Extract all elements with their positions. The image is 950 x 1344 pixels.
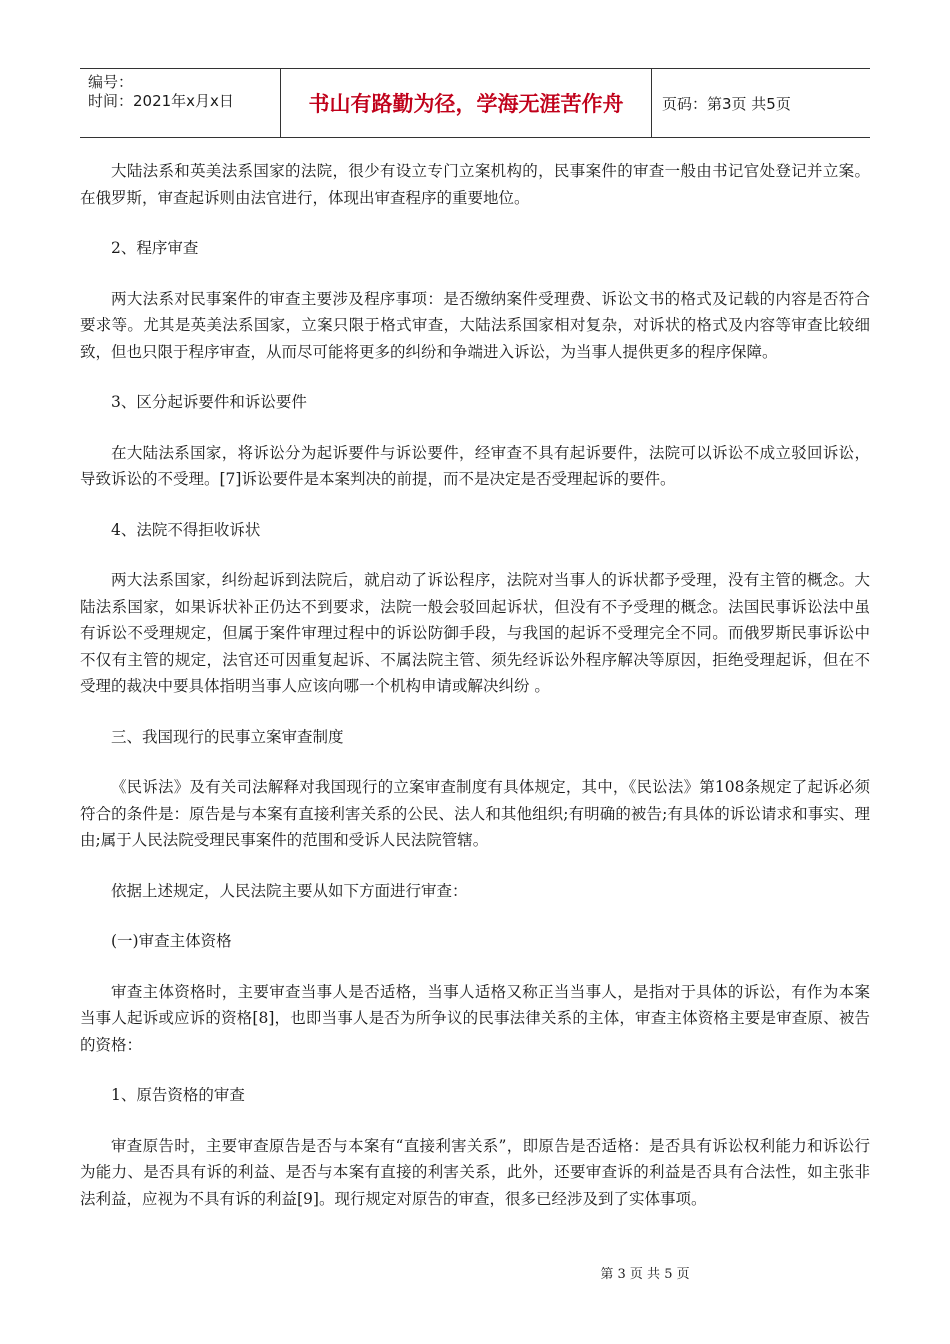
paragraph: 大陆法系和英美法系国家的法院，很少有设立专门立案机构的，民事案件的审查一般由书记官处登记并立案。在俄罗斯，审查起诉则由法官进行，体现出审查程序的重要地位。: [80, 162, 870, 207]
paragraph: 两大法系国家，纠纷起诉到法院后，就启动了诉讼程序，法院对当事人的诉状都予受理，没有主管的概念。大陆法系国家，如果诉状补正仍达不到要求，法院一般会驳回起诉状，但没有不予受理的概念。法国民事诉讼法中虽有诉讼不受理规定，但属于案件审理过程中的诉讼防御手段，与我国的起诉不受理完全不同。而俄罗斯民事诉讼中不仅有主管的规定，法官还可因重复起诉、不属法院主管、须先经诉讼外程序解决等原因，拒绝受理起诉，但在不受理的裁决中要具体指明当事人应该向哪一个机构申请或解决纠纷 。: [80, 571, 870, 695]
section-heading: 4、法院不得拒收诉状: [111, 520, 261, 539]
paragraph: 依据上述规定，人民法院主要从如下方面进行审查：: [111, 881, 468, 900]
section-heading: 1、原告资格的审查: [111, 1086, 245, 1104]
serial-label: 编号：: [88, 73, 134, 91]
section-heading: (一)审查主体资格: [111, 932, 232, 950]
date-text: 时间：2021年x月x日: [88, 92, 234, 110]
paragraph: 审查主体资格时，主要审查当事人是否适格，当事人适格又称正当当事人，是指对于具体的诉讼，有作为本案当事人起诉或应诉的资格[8]，也即当事人是否为所争议的民事法律关系的主体，审查主体资格主要是审查原、被告的资格：: [80, 982, 870, 1054]
page-header: [80, 68, 870, 138]
header-meta: [80, 69, 281, 137]
page-footer: 第 3 页 共 5 页: [600, 1267, 690, 1282]
header-page-info: 页码：第3页 共5页: [662, 94, 791, 113]
paragraph: 两大法系对民事案件的审查主要涉及程序事项：是否缴纳案件受理费、诉讼文书的格式及记载的内容是否符合要求等。尤其是英美法系国家，立案只限于格式审查，大陆法系国家相对复杂，对诉状的格式及内容等审查比较细致，但也只限于程序审查，从而尽可能将更多的纠纷和争端进入诉讼，为当事人提供更多的程序保障。: [80, 289, 870, 361]
section-heading: 三、我国现行的民事立案审查制度: [111, 727, 344, 746]
document-body: [80, 158, 870, 1236]
paragraph: 《民诉法》及有关司法解释对我国现行的立案审查制度有具体规定，其中，《民讼法》第108条规定了起诉必须符合的条件是：原告是与本案有直接利害关系的公民、法人和其他组织;有明确的被告;有具体的诉讼请求和事实、理由;属于人民法院受理民事案件的范围和受诉人民法院管辖。: [80, 778, 870, 849]
section-heading: 3、区分起诉要件和诉讼要件: [111, 393, 307, 411]
paragraph: 审查原告时，主要审查原告是否与本案有“直接利害关系”，即原告是否适格：是否具有诉讼权利能力和诉讼行为能力、是否具有诉的利益、是否与本案有直接的利害关系，此外，还要审查诉的利益是否具有合法性，如主张非法利益，应视为不具有诉的利益[9]。现行规定对原告的审查，很多已经涉及到了实体事项。: [80, 1136, 870, 1208]
header-motto: 书山有路勤为径，学海无涯苦作舟: [281, 69, 652, 137]
section-heading: 2、程序审查: [111, 239, 199, 257]
paragraph: 在大陆法系国家，将诉讼分为起诉要件与诉讼要件，经审查不具有起诉要件，法院可以诉讼不成立驳回诉讼，导致诉讼的不受理。[7]诉讼要件是本案判决的前提，而不是决定是否受理起诉的要件。: [80, 443, 870, 488]
